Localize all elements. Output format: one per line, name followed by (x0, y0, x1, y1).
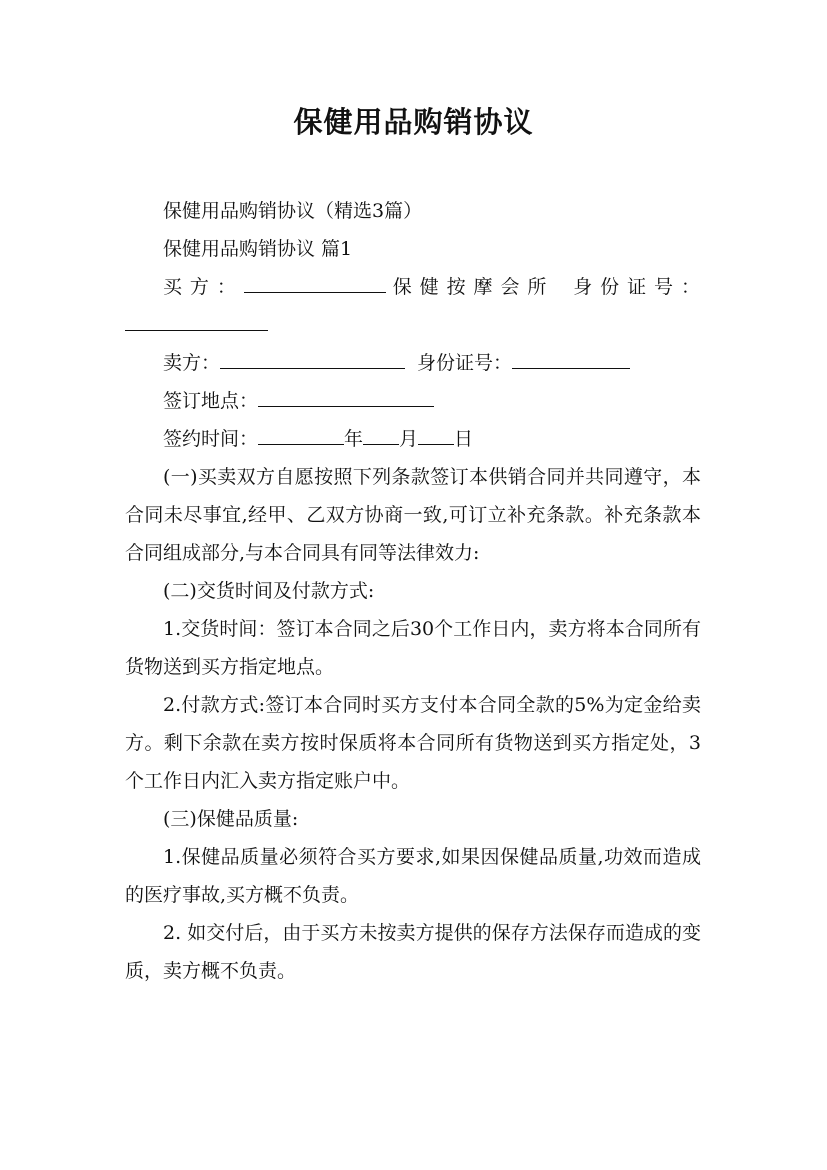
buyer-name: 保健按摩会所 (385, 276, 555, 298)
paragraph-1: (一)买卖双方自愿按照下列条款签订本供销合同并共同遵守，本合同未尽事宜,经甲、乙双方协商一致,可订立补充条款。补充条款本合同组成部分,与本合同具有同等法律效力: (125, 466, 701, 564)
buyer-blank (244, 270, 386, 293)
sign-place-label: 签订地点： (163, 390, 259, 412)
day-blank (418, 422, 454, 445)
paragraph-7: 2. 如交付后，由于买方未按卖方提供的保存方法保存而造成的变质，卖方概不负责。 (125, 922, 701, 982)
seller-blank (220, 346, 405, 369)
paragraph-3: 1.交货时间：签订本合同之后30个工作日内，卖方将本合同所有货物送到买方指定地点。 (125, 618, 701, 678)
paragraph-2: (二)交货时间及付款方式: (163, 580, 375, 602)
month-text: 月 (399, 428, 419, 450)
document-body (125, 192, 701, 990)
buyer-id-label: 身份证号： (566, 276, 701, 298)
paragraph-4: 2.付款方式:签订本合同时买方支付本合同全款的5%为定金给卖方。剩下余款在卖方按时保质将本合同所有货物送到买方指定处，3个工作日内汇入卖方指定账户中。 (125, 694, 701, 792)
buyer-id-line (125, 306, 701, 344)
seller-id-blank (512, 346, 630, 369)
month-blank (363, 422, 399, 445)
paragraph-6: 1.保健品质量必须符合买方要求,如果因保健品质量,功效而造成的医疗事故,买方概不负责。 (125, 846, 701, 906)
seller-id-label: 身份证号： (417, 352, 513, 374)
seller-label: 卖方： (163, 352, 221, 374)
paragraph-5: (三)保健品质量: (163, 808, 299, 830)
subtitle: 保健用品购销协议（精选3篇） (163, 200, 423, 222)
section-heading: 保健用品购销协议 篇1 (163, 238, 353, 260)
sign-time-label: 签约时间： (163, 428, 259, 450)
document-title: 保健用品购销协议 (293, 105, 534, 139)
sign-time-line (125, 420, 701, 458)
seller-line (125, 344, 701, 382)
sign-place-blank (258, 384, 434, 407)
buyer-label: 买方： (163, 276, 244, 298)
sign-place-line (125, 382, 701, 420)
year-blank (258, 422, 344, 445)
year-text: 年 (344, 428, 364, 450)
buyer-id-blank (125, 308, 268, 331)
day-text: 日 (454, 428, 474, 450)
buyer-line (125, 268, 701, 306)
